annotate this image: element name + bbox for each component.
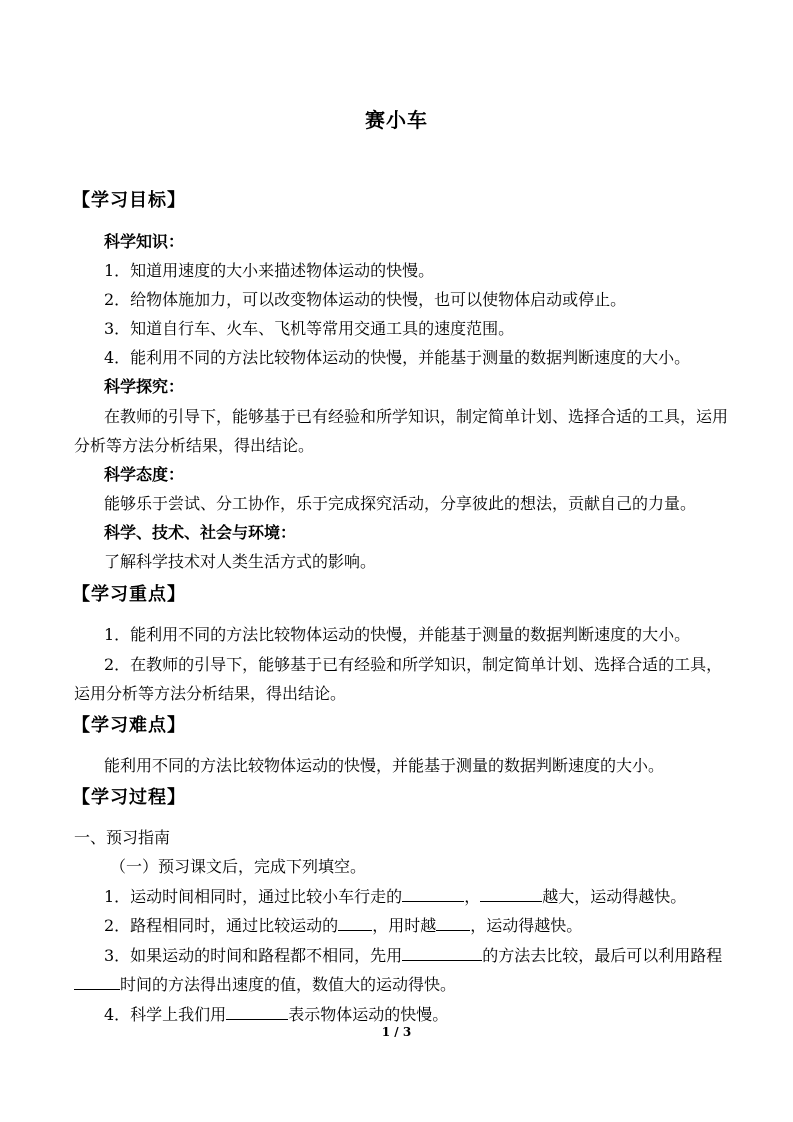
section-heading-process: 【学习过程】 (72, 787, 186, 808)
question-2: 2．路程相同时，通过比较运动的 ，用时越 ，运动得越快。 (104, 916, 583, 935)
fill-blank[interactable] (436, 914, 470, 931)
subheading-sts: 科学、技术、社会与环境： (104, 523, 297, 542)
subheading-inquiry: 科学探究： (104, 377, 185, 396)
key-point-2-line-1: 2．在教师的引导下，能够基于已有经验和所学知识，制定简单计划、选择合适的工具， (104, 655, 723, 674)
goal-attitude: 能够乐于尝试、分工协作，乐于完成探究活动，分享彼此的想法，贡献自己的力量。 (104, 494, 697, 513)
goal-knowledge-2: 2．给物体施加力，可以改变物体运动的快慢，也可以使物体启动或停止。 (104, 290, 627, 309)
fill-blank[interactable] (402, 944, 482, 961)
page-number: 1 / 3 (381, 1025, 412, 1039)
goal-inquiry-line-2: 分析等方法分析结果，得出结论。 (74, 436, 315, 455)
question-4: 4．科学上我们用 表示物体运动的快慢。 (104, 1005, 449, 1024)
key-point-1: 1．能利用不同的方法比较物体运动的快慢，并能基于测量的数据判断速度的大小。 (104, 625, 691, 644)
question-3-line-2: 时间的方法得出速度的值，数值大的运动得快。 (74, 973, 722, 996)
section-heading-goals: 【学习目标】 (72, 190, 186, 211)
goal-sts: 了解科学技术对人类生活方式的影响。 (104, 552, 377, 571)
section-heading-difficult: 【学习难点】 (72, 715, 186, 736)
fill-blank[interactable] (480, 885, 542, 902)
goal-inquiry-line-1: 在教师的引导下，能够基于已有经验和所学知识，制定简单计划、选择合适的工具，运用 (104, 407, 729, 426)
process-part-1: 一、预习指南 (74, 828, 171, 847)
fill-blank[interactable] (74, 973, 120, 990)
key-point-2-line-2: 运用分析等方法分析结果，得出结论。 (74, 684, 347, 703)
question-1: 1．运动时间相同时，通过比较小车行走的 ， 越大，运动得越快。 (104, 887, 687, 906)
subheading-knowledge: 科学知识： (104, 232, 185, 251)
process-subsection-1: （一）预习课文后，完成下列填空。 (110, 857, 367, 876)
goal-knowledge-3: 3．知道自行车、火车、飞机等常用交通工具的速度范围。 (104, 319, 515, 338)
page-title: 赛小车 (365, 108, 428, 132)
section-heading-key: 【学习重点】 (72, 584, 186, 605)
goal-knowledge-4: 4．能利用不同的方法比较物体运动的快慢，并能基于测量的数据判断速度的大小。 (104, 348, 691, 367)
subheading-attitude: 科学态度： (104, 465, 185, 484)
fill-blank[interactable] (226, 1003, 288, 1020)
difficult-point: 能利用不同的方法比较物体运动的快慢，并能基于测量的数据判断速度的大小。 (104, 756, 665, 775)
question-3-line-1: 3．如果运动的时间和路程都不相同，先用 的方法去比较，最后可以利用路程 (104, 946, 723, 965)
goal-knowledge-1: 1．知道用速度的大小来描述物体运动的快慢。 (104, 261, 435, 280)
fill-blank[interactable] (338, 914, 372, 931)
fill-blank[interactable] (402, 885, 464, 902)
